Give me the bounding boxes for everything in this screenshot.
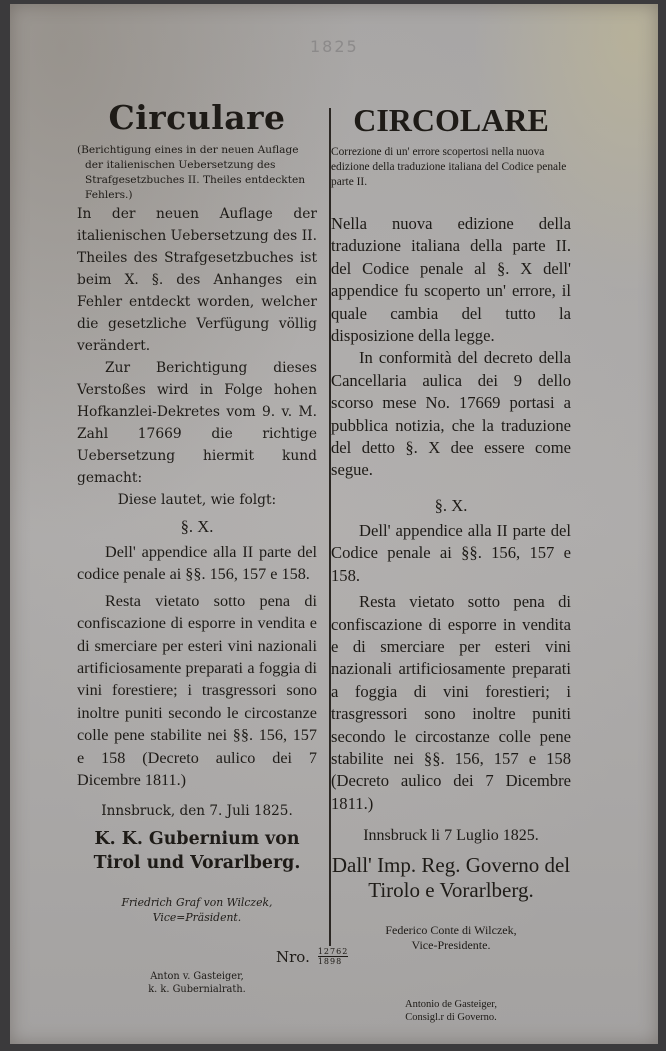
nro-numerator: 12762 bbox=[317, 947, 349, 956]
italian-title: CIRCOLARE bbox=[353, 102, 549, 138]
german-paragraph-1: In der neuen Auflage der italienischen Uebersetzung des II. Theiles des Strafgesetzbuches ist beim X. §. des Anhanges ein Fehler entdeckt worden, welcher die gesetzliche Verfügung völlig verändert. bbox=[77, 206, 317, 354]
italian-column bbox=[331, 95, 571, 1024]
german-subtitle: (Berichtigung eines in der neuen Auflage der italienischen Uebersetzung des Strafgesetzbuches II. Theiles entdeckten Fehlers.) bbox=[77, 144, 306, 201]
italian-place-date: Innsbruck li 7 Luglio 1825. bbox=[363, 827, 539, 845]
german-government: K. K. Gubernium von Tirol und Vorarlberg. bbox=[93, 829, 301, 874]
german-paragraph-3: Diese lautet, wie folgt: bbox=[117, 492, 277, 508]
nro-fraction bbox=[318, 947, 348, 966]
german-signer-1-title: Vice=Präsident. bbox=[152, 911, 242, 925]
german-paragraph-2: Zur Berichtigung dieses Verstoßes wird in Folge hohen Hofkanzlei-Dekretes vom 9. v. M. Zahl 17669 die richtige Uebersetzung hiermit kund gemacht: bbox=[77, 360, 317, 486]
german-signer-2-title: k. k. Gubernialrath. bbox=[148, 984, 246, 996]
german-signer-1-name: Friedrich Graf von Wilczek, bbox=[121, 896, 273, 910]
german-signer-1 bbox=[77, 895, 317, 925]
nro-denominator: 1898 bbox=[317, 957, 343, 966]
italian-signer-2 bbox=[331, 998, 571, 1024]
italian-paragraph-2: In conformità del decreto della Cancellaria aulica dei 9 dello scorso mese No. 17669 portasi a pubblica notizia, che la traduzione del detto §. X dee essere come segue. bbox=[331, 348, 571, 480]
german-place-date: Innsbruck, den 7. Juli 1825. bbox=[101, 803, 293, 820]
pencil-year-note: 1825 bbox=[310, 37, 359, 56]
german-section-text-1: Dell' appendice alla II parte del codice penale ai §§. 156, 157 e 158. bbox=[77, 543, 317, 584]
italian-government: Dall' Imp. Reg. Governo del Tirolo e Vorarlberg. bbox=[331, 853, 571, 903]
german-signer-2-name: Anton v. Gasteiger, bbox=[150, 971, 244, 983]
nro-label: Nro. bbox=[276, 947, 310, 966]
italian-subtitle: Correzione di un' errore scopertosi nella nuova edizione della traduzione italiana del Codice penale parte II. bbox=[331, 146, 567, 188]
german-column bbox=[77, 95, 317, 996]
italian-signer-2-name: Antonio de Gasteiger, bbox=[404, 999, 497, 1011]
italian-section-text-2: Resta vietato sotto pena di confiscazione di esporre in vendita e di smerciare per esteri vini nazionali artificiosamente preparati a foggia di vini forestieri; i trasgressori sono inoltre puniti secondo le circostanze colle pene stabilite nei §§. 156, 157 e 158 (Decreto aulico dei 7 Dicembre 1811.) bbox=[331, 592, 571, 813]
italian-signer-1 bbox=[331, 923, 571, 953]
german-signer-2 bbox=[77, 970, 317, 996]
document-number bbox=[276, 947, 348, 966]
german-section-heading: §. X. bbox=[180, 517, 214, 536]
italian-signer-1-title: Vice-Presidente. bbox=[411, 938, 491, 953]
italian-paragraph-1: Nella nuova edizione della traduzione italiana della parte II. del Codice penale al §. X dell' appendice fu scoperto un' errore, il quale cambia del tutto la disposizione della legge. bbox=[331, 214, 571, 346]
german-title: Circulare bbox=[108, 98, 286, 137]
italian-signer-2-title: Consigl.r di Governo. bbox=[405, 1012, 497, 1024]
italian-section-text-1: Dell' appendice alla II parte del Codice penale ai §§. 156, 157 e 158. bbox=[331, 520, 571, 585]
german-section-text-2: Resta vietato sotto pena di confiscazione di esporre in vendita e di smerciare per esteri vini nazionali artificiosamente preparati a foggia di vini forestiere; i trasgressori sono inoltre puniti secondo le circostanze colle pene stabilite nei §§. 156, 157 e 158 (Decreto aulico dei 7 Dicembre 1811.) bbox=[77, 591, 317, 790]
italian-section-heading: §. X. bbox=[434, 495, 468, 515]
italian-signer-1-name: Federico Conte di Wilczek, bbox=[385, 923, 517, 938]
